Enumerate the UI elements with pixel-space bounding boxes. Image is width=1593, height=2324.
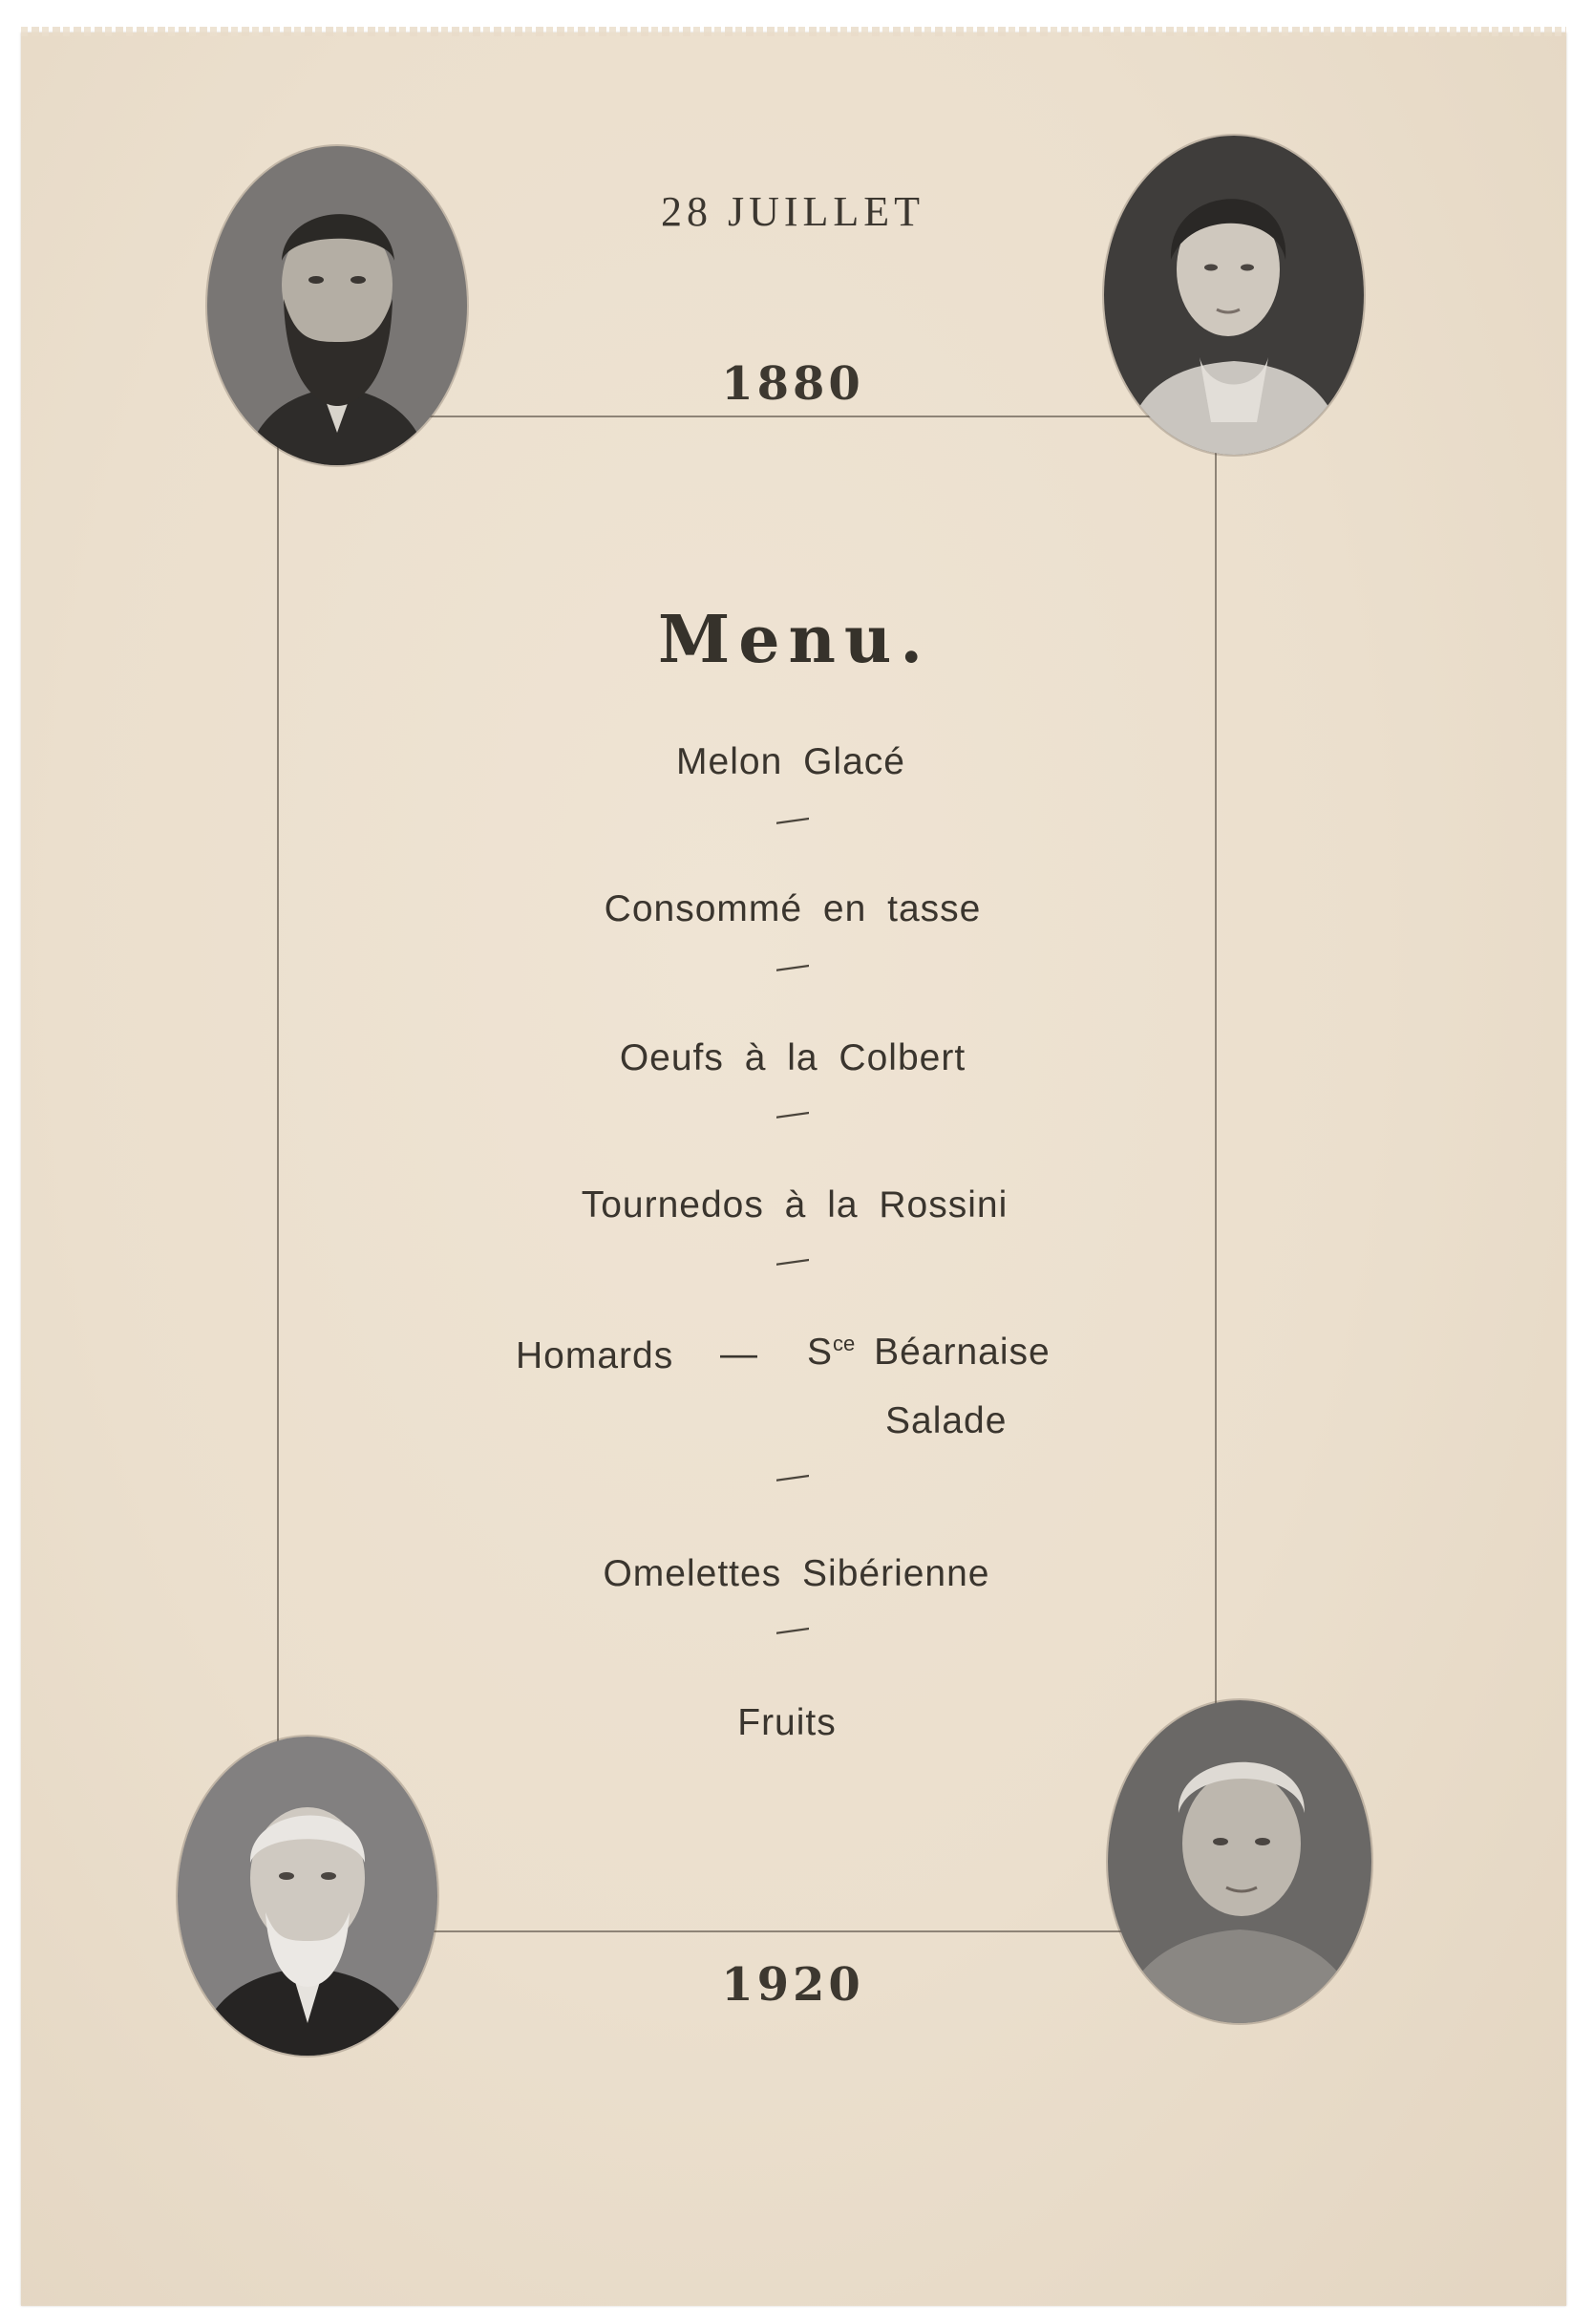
menu-item-salade: Salade	[885, 1400, 1008, 1441]
homards-dash: —	[720, 1333, 758, 1375]
sauce-superscript: ce	[833, 1332, 856, 1355]
menu-separator: —	[776, 1239, 809, 1281]
menu-separator: —	[776, 1455, 809, 1497]
menu-item-melon: Melon Glacé	[676, 741, 905, 782]
year-end: 1920	[721, 1958, 864, 2012]
date-line: 28 JUILLET	[660, 188, 925, 235]
sauce-label	[807, 1332, 1051, 1374]
menu-title: Menu.	[657, 602, 932, 678]
year-start: 1880	[721, 357, 864, 411]
menu-item-tournedos: Tournedos à la Rossini	[581, 1184, 1009, 1226]
menu-item-oeufs: Oeufs à la Colbert	[619, 1037, 966, 1078]
sauce-prefix: S	[807, 1332, 834, 1373]
menu-item-fruits: Fruits	[737, 1702, 837, 1743]
menu-separator: —	[776, 1608, 809, 1650]
menu-item-consomme: Consommé en tasse	[604, 888, 982, 929]
menu-item-omelettes: Omelettes Sibérienne	[603, 1553, 990, 1594]
sauce-name: Béarnaise	[874, 1332, 1051, 1373]
menu-item-homards: Homards	[516, 1335, 674, 1376]
menu-separator: —	[776, 798, 809, 840]
menu-separator: —	[776, 1092, 809, 1134]
menu-separator: —	[776, 945, 809, 987]
